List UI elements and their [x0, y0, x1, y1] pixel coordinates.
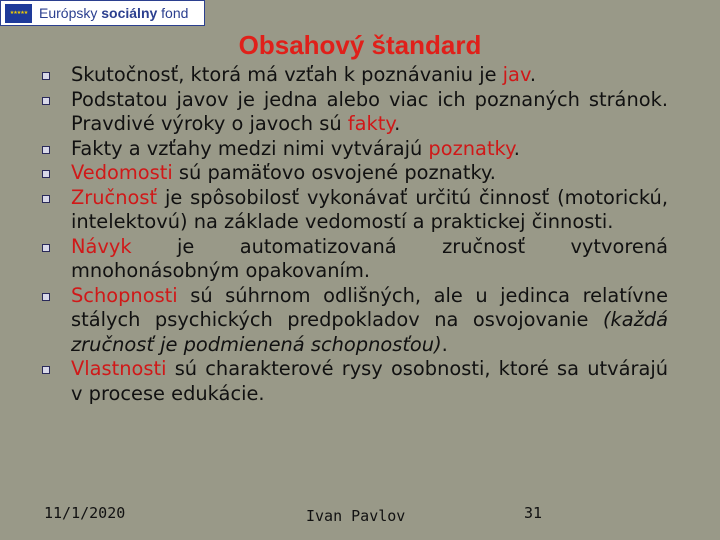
bullet-square-icon — [42, 170, 50, 178]
bullet-text: sú súhrnom odlišných, ale u jedinca relatívne stálych psychických predpokladov na osvojovanie — [71, 283, 668, 331]
bullet-text: je automatizovaná zručnosť vytvorená mnohonásobným opakovaním. — [71, 234, 668, 282]
bullet-square-icon — [42, 146, 50, 154]
highlighted-term: Vlastnosti — [71, 357, 167, 380]
bullet-item — [40, 357, 668, 406]
bullet-item — [40, 88, 668, 137]
bullet-item — [40, 186, 668, 235]
bullet-text: . — [513, 136, 520, 160]
bullet-square-icon — [42, 293, 50, 301]
bullet-item — [40, 284, 668, 358]
highlighted-term: fakty — [347, 112, 395, 135]
bullet-text: . — [394, 112, 401, 135]
footer-page-number: 31 — [524, 504, 543, 522]
esf-logo — [0, 0, 205, 26]
bullet-text: . — [441, 332, 448, 356]
bullet-square-icon — [42, 195, 50, 203]
bullet-square-icon — [42, 366, 50, 374]
highlighted-term: jav — [502, 63, 530, 86]
slide-title: Obsahový štandard — [238, 30, 482, 60]
bullet-item — [40, 137, 668, 162]
bullet-text: Fakty a vzťahy medzi nimi vytvárajú — [71, 136, 429, 160]
highlighted-term: poznatky — [428, 136, 514, 160]
bullet-item — [40, 63, 668, 88]
bullet-text: je spôsobilosť vykonávať určitú činnosť (motorickú, intelektovú) na základe vedomostí a praktickej činnosti. — [71, 185, 668, 233]
highlighted-term: Zručnosť — [71, 185, 158, 209]
logo-text: Európsky sociálny fond — [39, 5, 189, 21]
highlighted-term: Schopnosti — [71, 283, 178, 307]
bullet-text: sú pamäťovo osvojené poznatky. — [172, 161, 496, 184]
bullet-text: Skutočnosť, ktorá má vzťah k poznávaniu je — [71, 63, 503, 86]
bullet-text: sú charakterové rysy osobnosti, ktoré sa utvárajú v procese edukácie. — [71, 357, 668, 405]
bullet-item — [40, 235, 668, 284]
bullet-text: Podstatou javov je jedna alebo viac ich poznaných stránok. Pravdivé výroky o javoch sú — [71, 87, 668, 135]
bullet-square-icon — [42, 97, 50, 105]
highlighted-term: Vedomosti — [71, 161, 173, 184]
footer-date: 11/1/2020 — [44, 504, 126, 522]
bullet-item — [40, 161, 668, 186]
bullet-text: (každá zručnosť je podmienená schopnosťou) — [71, 308, 668, 356]
bullet-square-icon — [42, 72, 50, 80]
footer-author: Ivan Pavlov — [306, 507, 406, 525]
bullet-text: . — [529, 63, 537, 86]
highlighted-term: Návyk — [71, 234, 132, 258]
bullet-square-icon — [42, 244, 50, 252]
eu-flag-icon: ★★★★★ — [5, 4, 32, 23]
bullet-list — [40, 63, 668, 406]
